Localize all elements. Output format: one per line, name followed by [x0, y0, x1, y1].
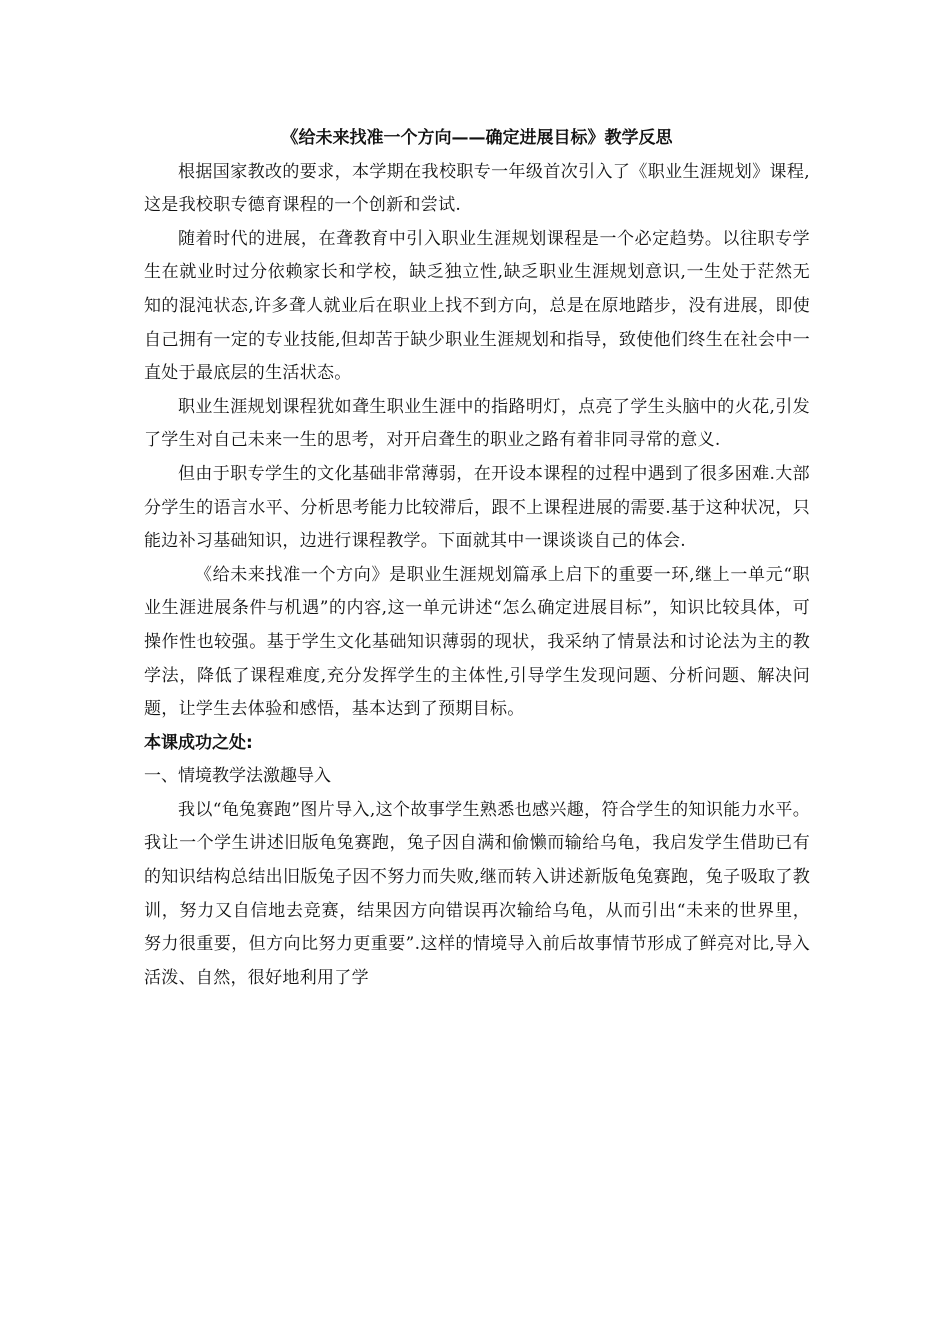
document-body	[144, 122, 810, 995]
paragraph-4: 但由于职专学生的文化基础非常薄弱，在开设本课程的过程中遇到了很多困难.大部分学生的语言水平、分析思考能力比较滞后，跟不上课程进展的需要.基于这种状况，只能边补习基础知识，边进行课程教学。下面就其中一课谈谈自己的体会.	[144, 463, 810, 552]
subsection-heading: 一、情境教学法激趣导入	[144, 766, 331, 787]
section-heading: 本课成功之处:	[144, 732, 253, 753]
paragraph-1: 根据国家教改的要求，本学期在我校职专一年级首次引入了《职业生涯规划》课程,这是我校职专德育课程的一个创新和尝试.	[144, 161, 810, 216]
paragraph-3: 职业生涯规划课程犹如聋生职业生涯中的指路明灯，点亮了学生头脑中的火花,引发了学生对自己未来一生的思考，对开启聋生的职业之路有着非同寻常的意义.	[144, 396, 810, 451]
subsection-paragraph: 我以“龟兔赛跑”图片导入,这个故事学生熟悉也感兴趣，符合学生的知识能力水平。我让一个学生讲述旧版龟兔赛跑，兔子因自满和偷懒而输给乌龟，我启发学生借助已有的知识结构总结出旧版兔子因不努力而失败,继而转入讲述新版龟兔赛跑，兔子吸取了教训，努力又自信地去竞赛，结果因方向错误再次输给乌龟，从而引出“未来的世界里，努力很重要，但方向比努力更重要”.这样的情境导入前后故事情节形成了鲜亮对比,导入活泼、自然，很好地利用了学	[144, 799, 810, 988]
paragraph-5: 《给未来找准一个方向》是职业生涯规划篇承上启下的重要一环,继上一单元“职业生涯进展条件与机遇”的内容,这一单元讲述“怎么确定进展目标”，知识比较具体，可操作性也较强。基于学生文化基础知识薄弱的现状，我采纳了情景法和讨论法为主的教学法，降低了课程难度,充分发挥学生的主体性,引导学生发现问题、分析问题、解决问题，让学生去体验和感悟，基本达到了预期目标。	[144, 564, 810, 720]
paragraph-2: 随着时代的进展，在聋教育中引入职业生涯规划课程是一个必定趋势。以往职专学生在就业时过分依赖家长和学校，缺乏独立性,缺乏职业生涯规划意识,一生处于茫然无知的混沌状态,许多聋人就业后在职业上找不到方向，总是在原地踏步，没有进展，即使自己拥有一定的专业技能,但却苦于缺少职业生涯规划和指导，致使他们终生在社会中一直处于最底层的生活状态。	[144, 228, 810, 384]
document-title: 《给未来找准一个方向——确定进展目标》教学反思	[281, 128, 673, 148]
